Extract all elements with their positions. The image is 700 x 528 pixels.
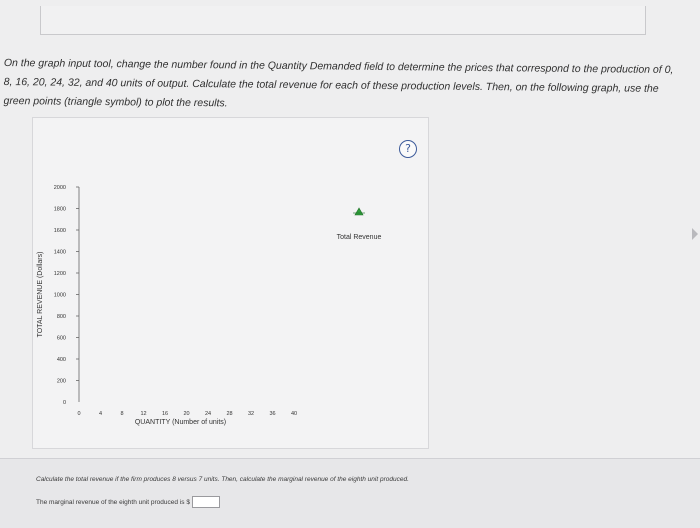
x-tick-label: 4 [98, 411, 103, 417]
y-tick-label: 200 [56, 378, 66, 385]
y-tick-label: 1600 [53, 228, 66, 234]
marginal-revenue-input[interactable] [192, 496, 220, 508]
x-tick-label: 12 [140, 411, 147, 417]
y-axis-title: TOTAL REVENUE (Dollars) [37, 251, 44, 338]
x-tick-label: 16 [161, 411, 169, 417]
follow-up-section [0, 458, 700, 528]
legend-triangle-icon [355, 208, 363, 215]
y-tick-label: 1000 [53, 292, 66, 299]
y-tick-label: 800 [56, 314, 66, 320]
x-axis-title: QUANTITY (Number of units) [134, 419, 227, 426]
x-tick-label: 0 [77, 411, 81, 417]
instructions-text: On the graph input tool, change the number found in the Quantity Demanded field to determine the prices that correspond to the production of 0, 8, 16, 20, 24, 32, and 40 units of output. Calculate the total revenue for each of these production levels. Then, on the following graph, use the green points (triangle symbol) to plot the results. [3, 56, 674, 110]
x-tick-label: 28 [226, 411, 233, 417]
y-tick-label: 2000 [53, 185, 66, 191]
y-tick-label: 1200 [53, 271, 66, 277]
sub-question-text: Calculate the total revenue if the firm produces 8 versus 7 units. Then, calculate the marginal revenue of the eighth unit produced. [36, 476, 409, 483]
y-tick-label: 1800 [53, 206, 66, 213]
x-tick-label: 36 [269, 411, 276, 417]
x-tick-label: 40 [290, 411, 298, 417]
y-tick-label: 0 [62, 400, 66, 406]
help-icon[interactable]: ? [399, 140, 417, 158]
x-tick-label: 20 [183, 411, 190, 417]
x-tick-label: 24 [204, 411, 212, 417]
x-tick-label: 8 [120, 411, 124, 417]
legend-label: Total Revenue [336, 234, 382, 241]
y-tick-label: 400 [56, 357, 66, 363]
y-tick-label: 1400 [53, 249, 66, 256]
scroll-handle[interactable] [692, 228, 698, 240]
answer-row [36, 496, 220, 508]
answer-label: The marginal revenue of the eighth unit produced is $ [36, 498, 190, 506]
x-tick-label: 32 [247, 411, 255, 417]
y-tick-label: 600 [56, 335, 66, 342]
